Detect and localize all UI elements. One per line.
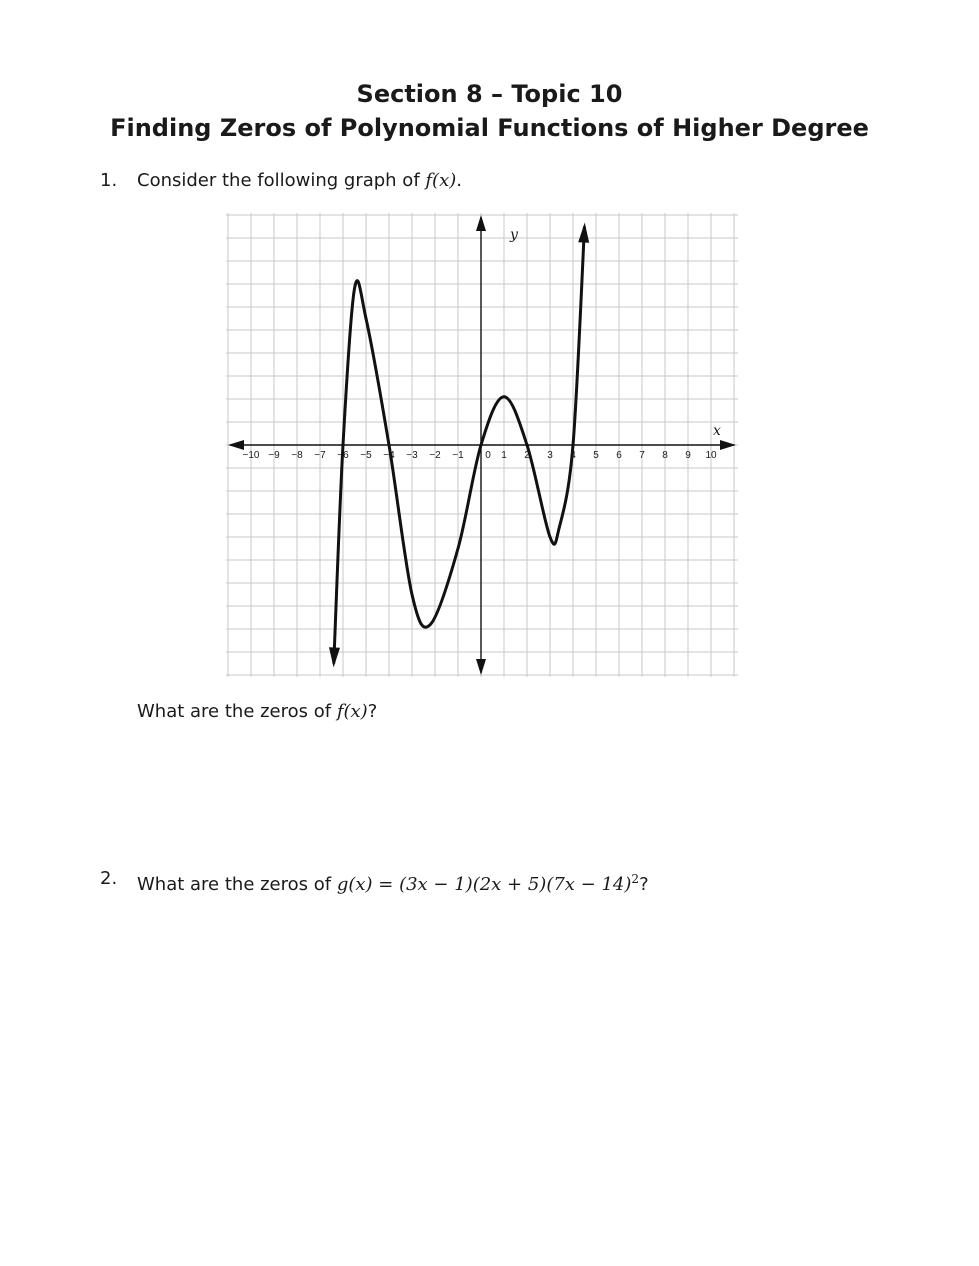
question-2-exponent: 2 — [631, 872, 640, 886]
followup-function: f(x) — [336, 701, 368, 722]
question-2-text — [137, 867, 649, 897]
x-tick-label: 10 — [705, 450, 717, 461]
page-subtitle: Finding Zeros of Polynomial Functions of Higher Degree — [110, 114, 869, 142]
question-2-intro: What are the zeros of — [137, 874, 337, 895]
x-tick-label: 0 — [485, 450, 491, 461]
page-title: Section 8 – Topic 10 — [356, 80, 623, 108]
question-2-number: 2. — [100, 868, 118, 889]
polynomial-graph — [226, 213, 738, 677]
x-tick-label: −3 — [406, 450, 418, 461]
question-2-end: ? — [639, 874, 649, 895]
question-1-intro: Consider the following graph of — [137, 170, 426, 191]
x-tick-label: 1 — [501, 450, 507, 461]
x-tick-label: −6 — [337, 450, 349, 461]
question-2-equals: = — [372, 874, 400, 895]
y-axis-label: y — [510, 227, 518, 243]
x-axis-label: x — [713, 423, 721, 439]
y-axis-arrow-up — [476, 215, 486, 231]
axis-labels — [509, 227, 721, 439]
x-tick-label: −4 — [383, 450, 395, 461]
curve-arrow-start — [329, 647, 340, 667]
y-axis-arrow-down — [476, 659, 486, 675]
question-2-expression: (3x − 1)(2x + 5)(7x − 14) — [399, 874, 632, 895]
x-tick-label: 8 — [662, 450, 668, 461]
question-1-end: . — [456, 170, 462, 191]
followup-text: What are the zeros of — [137, 701, 337, 722]
x-tick-label: −8 — [291, 450, 303, 461]
followup-end: ? — [367, 701, 378, 722]
x-tick-label: −7 — [314, 450, 326, 461]
x-tick-label: 6 — [616, 450, 622, 461]
x-tick-label: 4 — [570, 450, 576, 461]
question-1-text — [137, 169, 462, 193]
x-tick-label: −9 — [268, 450, 280, 461]
x-tick-label: 3 — [547, 450, 553, 461]
question-2-function-name: g(x) — [336, 874, 373, 895]
x-tick-label: 7 — [639, 450, 645, 461]
x-tick-label: −1 — [452, 450, 464, 461]
x-tick-label: 5 — [593, 450, 599, 461]
x-tick-label: −5 — [360, 450, 372, 461]
x-axis-arrow-left — [228, 440, 244, 450]
question-1-function: f(x) — [425, 170, 457, 191]
question-1-number: 1. — [100, 170, 118, 191]
x-tick-label: −10 — [242, 450, 260, 461]
question-1-followup — [137, 700, 377, 724]
x-tick-label: 2 — [524, 450, 530, 461]
curve-arrow-end — [578, 223, 589, 243]
x-tick-label: 9 — [685, 450, 691, 461]
x-tick-label: −2 — [429, 450, 441, 461]
